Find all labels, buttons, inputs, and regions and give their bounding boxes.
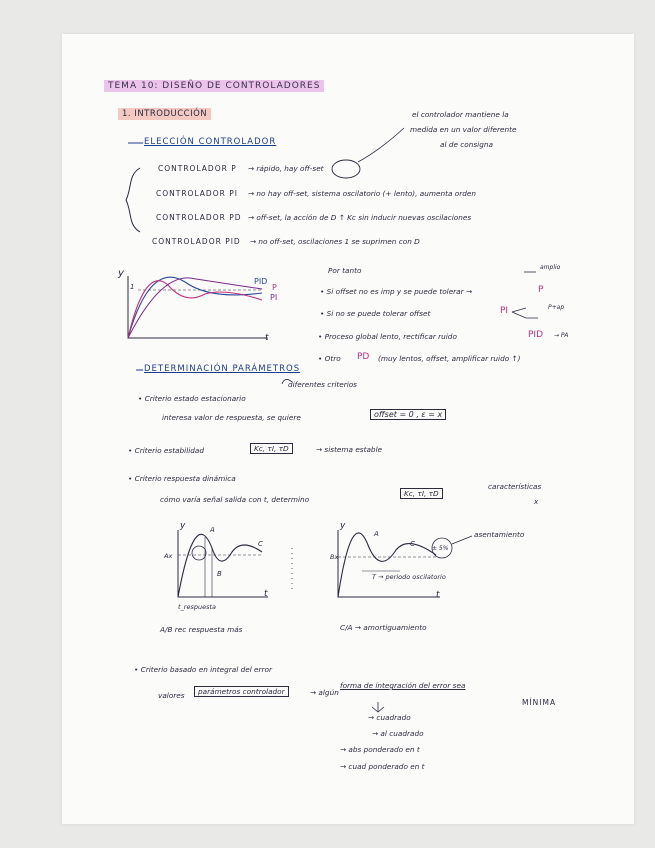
graph-left-bottom: t_respuesta [178, 603, 217, 611]
por-tanto-item: • Si offset no es imp y se puede tolerar → [320, 287, 473, 296]
criterio-box: offset = 0 , ε = x [370, 409, 446, 420]
criterio-after: → sistema estable [316, 445, 383, 454]
graph-left-ak: Ax [164, 552, 173, 560]
bracket-pi [512, 308, 538, 318]
curve-label-p: P [272, 283, 277, 292]
graph-left-caption: A/B rec respuesta más [160, 625, 243, 634]
brace-line [126, 168, 140, 232]
graph-left-a: A [210, 526, 215, 534]
por-tanto-item: • Si no se puede tolerar offset [320, 309, 431, 318]
graph-left-y: y [180, 521, 186, 531]
section-heading: 1. INTRODUCCIÓN [118, 108, 211, 120]
graph-right-note: asentamiento [474, 530, 525, 539]
criterio-valores: valores [158, 691, 185, 700]
por-tanto-item: • Proceso global lento, rectificar ruido [318, 332, 457, 341]
por-tanto-item: • Otro [318, 354, 341, 363]
note-line: al de consigna [440, 140, 493, 149]
criterio-after2: x [534, 497, 539, 506]
criterio-box: Kc, τI, τD [250, 443, 293, 454]
graph-left-b: B [217, 570, 222, 578]
controller-name: CONTROLADOR P [158, 164, 237, 173]
graph-right-pct: ± 5% [432, 545, 449, 552]
por-tanto-tag: PID [528, 330, 544, 340]
criterio-integral: forma de integración del error sea [340, 681, 466, 690]
integral-item: → abs ponderado en t [340, 745, 420, 754]
por-tanto-tag: PD [357, 352, 370, 362]
offset-pointer [358, 128, 404, 162]
criterio-text: interesa valor de respuesta, se quiere [162, 413, 301, 422]
por-tanto-rest: (muy lentos, offset, amplificar ruido ↑) [378, 354, 521, 363]
curve-label-pid: PID [254, 277, 268, 286]
graph1-x-label: t [265, 333, 269, 343]
integral-item: → cuad ponderado en t [340, 762, 425, 771]
controller-desc: → rápido, hay off-set [248, 164, 324, 173]
controller-name: CONTROLADOR PD [156, 213, 242, 222]
integral-item: → cuadrado [368, 713, 411, 722]
graph-right-caption: C/A → amortiguamiento [340, 623, 427, 632]
determinacion-sub: diferentes criterios [288, 380, 357, 389]
graph-right-curve [338, 533, 436, 597]
criterio-arrow: → algún [310, 688, 339, 697]
criterio-minima: MÍNIMA [522, 698, 557, 707]
criterio-text: cómo varía señal salida con t, determino [160, 495, 310, 504]
graph-left-axes [178, 530, 268, 597]
criterio-label: • Criterio respuesta dinámica [128, 474, 236, 483]
criterio-box: Kc, τI, τD [400, 488, 443, 499]
criterio-label: • Criterio estabilidad [128, 446, 204, 455]
graph-left-circle [192, 546, 206, 560]
graph-left-curve [178, 534, 262, 597]
curve-p [128, 281, 262, 338]
determinacion-heading: DETERMINACIÓN PARÁMETROS [144, 364, 301, 374]
criterio-label: • Criterio estado estacionario [138, 394, 246, 403]
graph-right-c: C [410, 540, 415, 548]
por-tanto-heading: Por tanto [328, 266, 362, 275]
eleccion-heading: ELECCIÓN CONTROLADOR [144, 137, 277, 147]
por-tanto-side: amplio [540, 264, 561, 271]
controller-desc: → no hay off-set, sistema oscilatorio (+ lento), aumenta orden [248, 189, 476, 198]
graph-right-a: A [374, 530, 379, 538]
graph-left-x: t [264, 589, 268, 599]
por-tanto-side: → PA [554, 332, 569, 339]
graph1-ref-label: 1 [130, 283, 135, 291]
offset-circle [332, 160, 360, 178]
por-tanto-tag: PI [500, 306, 509, 316]
graph-right-x: t [436, 590, 440, 600]
integral-item: → al cuadrado [372, 729, 424, 738]
por-tanto-side: P+ap [548, 304, 565, 311]
graph-right-circle [432, 538, 452, 558]
criterio-label: • Criterio basado en integral del error [134, 665, 273, 674]
controller-desc: → no off-set, oscilaciones 1 se suprimen con D [250, 237, 420, 246]
graph1-y-label: y [118, 268, 124, 279]
por-tanto-tag: P [538, 285, 544, 295]
integral-arrow [372, 702, 384, 712]
graph-right-bk: Bx [330, 553, 339, 561]
graph-right-arrow [452, 536, 472, 544]
arrow-sub [282, 379, 292, 384]
criterio-after: características [488, 482, 542, 491]
note-line: el controlador mantiene la [412, 110, 509, 119]
controller-desc: → off-set, la acción de D ↑ Kc sin inducir nuevas oscilaciones [248, 213, 472, 222]
note-line: medida en un valor diferente [410, 125, 517, 134]
graph-left-c: C [258, 540, 263, 548]
page-title: TEMA 10: DISEÑO DE CONTROLADORES [104, 80, 324, 92]
graph-right-y: y [340, 521, 346, 531]
criterio-box: parámetros controlador [194, 686, 289, 697]
graph-right-axes [338, 530, 440, 597]
curve-label-pi: PI [270, 293, 278, 302]
controller-name: CONTROLADOR PID [152, 237, 241, 246]
controller-name: CONTROLADOR PI [156, 189, 238, 198]
graph-right-periodo: T → periodo oscilatorio [372, 573, 446, 581]
